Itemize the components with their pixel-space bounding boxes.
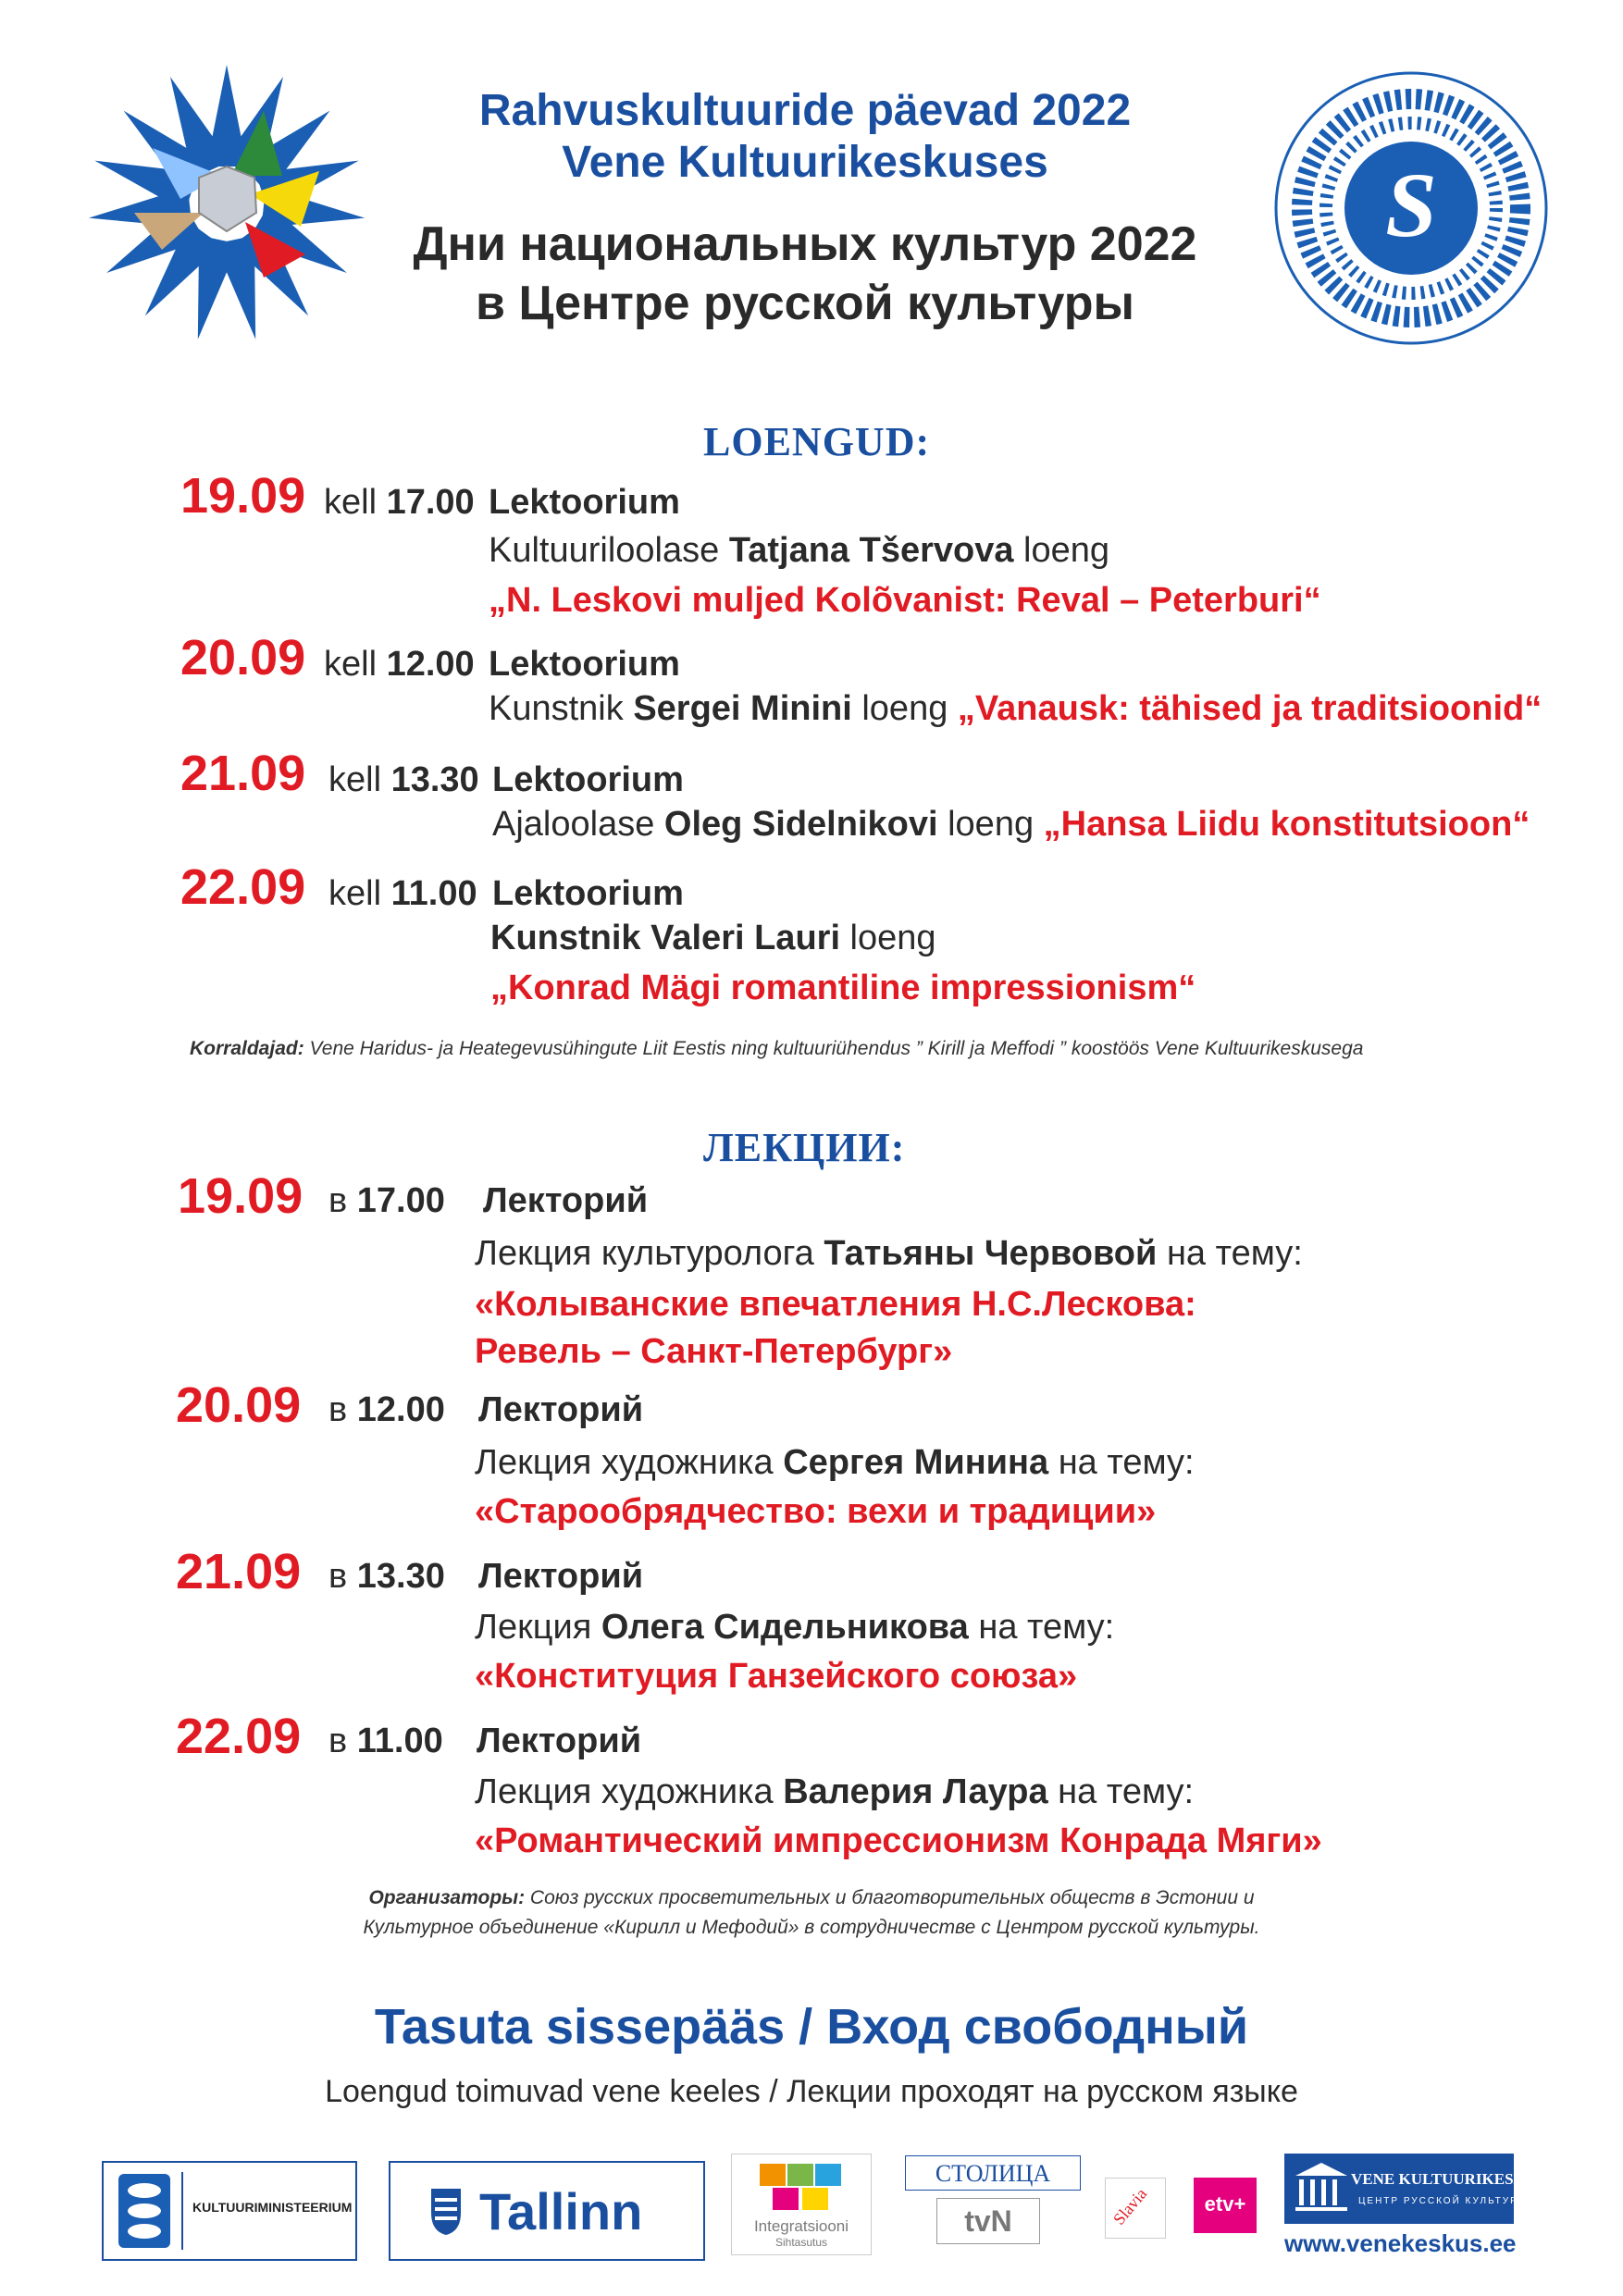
et-event-2-date: 20.09 [180, 630, 306, 685]
et-event-1-time: kell 17.00 [324, 483, 475, 522]
ministry-logo [102, 2161, 357, 2261]
ru-event-2-time: в 12.00 [328, 1390, 445, 1429]
ru-event-3-date: 21.09 [176, 1544, 302, 1599]
website-link[interactable]: www.venekeskus.ee [1284, 2229, 1517, 2257]
cornflower-logo-icon [74, 56, 379, 352]
venekeskus-subtitle: ЦЕНТР РУССКОЙ КУЛЬТУРЫ [1358, 2196, 1529, 2206]
title-et-line1: Rahvuskultuuride päevad 2022 [478, 86, 1132, 135]
ru-event-1-time: в 17.00 [328, 1181, 445, 1220]
tallinn-logo [389, 2161, 705, 2261]
integratsiooni-logo [731, 2154, 872, 2255]
title-ru-line1: Дни национальных культур 2022 [413, 217, 1197, 271]
ru-event-4-lecturer: Лекция художника Валерия Лаура на тему: [475, 1772, 1195, 1811]
free-entry-heading: Tasuta sissepääs / Вход свободный [374, 1999, 1249, 2055]
etv-plus-logo [1194, 2178, 1257, 2233]
vene-kultuurikeskus-logo [1284, 2154, 1546, 2224]
tallinn-name: Tallinn [479, 2182, 643, 2240]
ru-organizers-note-line2: Культурное объединение «Кирилл и Мефодий» в сотрудничестве с Центром русской культуры. [363, 1917, 1260, 1938]
building-icon [1294, 2161, 1349, 2213]
stolitsa-logo [905, 2155, 1081, 2191]
three-lions-icon [117, 2172, 172, 2250]
ru-event-3-time: в 13.30 [328, 1557, 445, 1596]
ru-event-1-topic-line2: Ревель – Санкт-Петербург» [475, 1332, 953, 1371]
puzzle-icon [758, 2160, 845, 2214]
ru-event-3-place: Лекторий [478, 1557, 644, 1596]
et-event-2-topic: „Vanausk: tähised ja traditsioonid“ [957, 689, 1542, 728]
ru-event-2-date: 20.09 [176, 1377, 302, 1433]
ru-event-2-lecturer: Лекция художника Сергея Минина на тему: [475, 1443, 1195, 1482]
tvn-name: tvN [964, 2204, 1012, 2238]
title-et-line2: Vene Kultuurikeskuses [562, 138, 1048, 187]
ru-event-4-place: Лекторий [477, 1722, 642, 1760]
ru-event-2-place: Лекторий [478, 1390, 644, 1429]
ru-event-1-topic-line1: «Колыванские впечатления Н.С.Лескова: [475, 1285, 1196, 1324]
et-event-1-lecturer: Kultuuriloolase Tatjana Tšervova loeng [489, 531, 1110, 570]
ru-event-1-place: Лекторий [483, 1181, 649, 1220]
slavia-logo [1105, 2178, 1166, 2239]
et-event-2-place: Lektoorium [489, 645, 680, 684]
language-note: Loengud toimuvad vene keeles / Лекции проходят на русском языке [325, 2074, 1298, 2109]
ministry-name: KULTUURIMINISTEERIUM [192, 2200, 353, 2215]
et-event-1-topic: „N. Leskovi muljed Kolõvanist: Reval – Peterburi“ [489, 581, 1321, 620]
section-title-ru: ЛЕКЦИИ: [703, 1125, 906, 1170]
et-event-3-time: kell 13.30 [328, 760, 479, 799]
integratsiooni-subtitle: Sihtasutus [774, 2236, 828, 2249]
et-event-3-lecturer: Ajaloolase Oleg Sidelnikovi loeng „Hansa Liidu konstitutsioon“ [492, 805, 1530, 844]
ru-event-3-topic: «Конституция Ганзейского союза» [475, 1657, 1078, 1696]
stolitsa-name: СТОЛИЦА [935, 2160, 1051, 2187]
ru-event-1-date: 19.09 [178, 1168, 304, 1224]
etv-plus-name: etv+ [1204, 2192, 1246, 2216]
ru-event-1-lecturer: Лекция культуролога Татьяны Червовой на тему: [475, 1234, 1303, 1273]
ru-event-4-date: 22.09 [176, 1709, 302, 1764]
et-event-4-date: 22.09 [180, 859, 306, 915]
et-organizers-note: Korraldajad: Vene Haridus- ja Heategevusühingute Liit Eestis ning kultuuriühendus ” Kirill ja Meffodi ” koostöös Vene Kultuurikeskusega [190, 1038, 1364, 1059]
venekeskus-name: VENE KULTUURIKESKUS [1351, 2170, 1546, 2188]
ru-organizers-note-line1: Организаторы: Союз русских просветительных и благотворительных обществ в Эстонии и [368, 1887, 1255, 1908]
et-event-3-date: 21.09 [180, 746, 306, 801]
et-event-4-place: Lektoorium [492, 874, 684, 913]
union-seal-icon [1272, 69, 1550, 347]
ru-event-4-time: в 11.00 [328, 1722, 443, 1760]
tallinn-emblem-icon [427, 2185, 465, 2237]
svg-text:S: S [1385, 154, 1437, 256]
et-event-2-time: kell 12.00 [324, 645, 475, 684]
et-event-1-date: 19.09 [180, 468, 306, 524]
section-title-et: LOENGUD: [703, 419, 931, 464]
tvn-logo [936, 2198, 1040, 2244]
et-event-3-place: Lektoorium [492, 760, 684, 799]
et-event-1-place: Lektoorium [489, 483, 680, 522]
et-event-4-lecturer: Kunstnik Valeri Lauri loeng [490, 919, 936, 957]
ru-event-3-lecturer: Лекция Олега Сидельникова на тему: [475, 1608, 1115, 1647]
integratsiooni-name: Integratsiooni [753, 2217, 849, 2235]
ru-event-2-topic: «Старообрядчество: вехи и традиции» [475, 1492, 1157, 1531]
et-event-2-lecturer: Kunstnik Sergei Minini loeng „Vanausk: tähised ja traditsioonid“ [489, 689, 1542, 728]
title-ru-line2: в Центре русской культуры [476, 277, 1134, 330]
et-event-3-topic: „Hansa Liidu konstitutsioon“ [1043, 805, 1530, 844]
ru-event-4-topic: «Романтический импрессионизм Конрада Мяги» [475, 1821, 1322, 1860]
et-event-4-topic: „Konrad Mägi romantiline impressionism“ [490, 969, 1196, 1007]
slavia-name: Slavia [1109, 2184, 1151, 2228]
et-event-4-time: kell 11.00 [328, 874, 477, 913]
